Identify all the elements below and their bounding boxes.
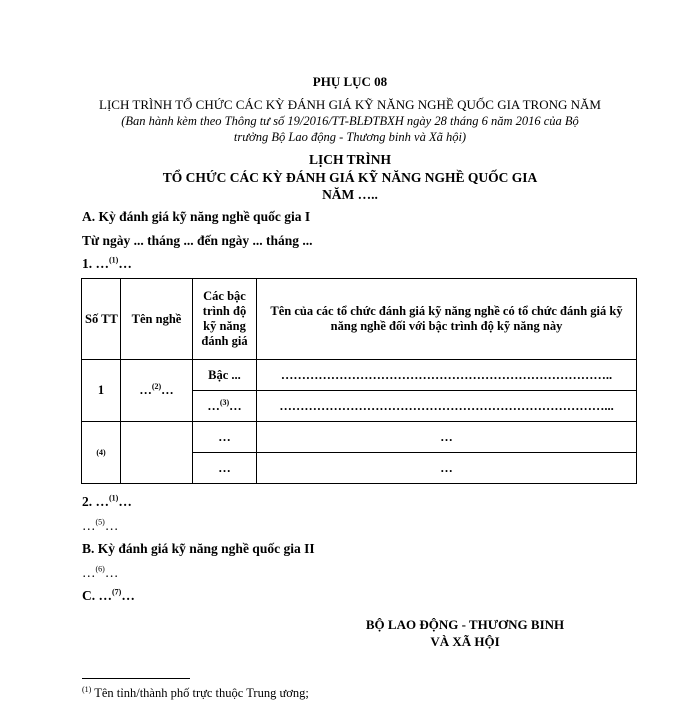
section-a-date-range: Từ ngày ... tháng ... đến ngày ... tháng ... <box>82 233 313 248</box>
schedule-subtitle: TỔ CHỨC CÁC KỲ ĐÁNH GIÁ KỸ NĂNG NGHỀ QUỐC GIA <box>162 170 538 185</box>
table-row <box>82 360 637 391</box>
signature-line-2: VÀ XÃ HỘI <box>430 634 500 649</box>
row-1-level-b-suffix: … <box>229 398 242 413</box>
footnote-ref-5: (5) <box>95 517 105 527</box>
row-2-level-a: … <box>193 422 257 453</box>
schedule-year: NĂM ….. <box>322 187 378 202</box>
appendix-title: PHỤ LỤC 08 <box>312 74 388 89</box>
footnote-ref-3: (3) <box>219 397 230 407</box>
note-6 <box>82 565 118 581</box>
row-1-stt: 1 <box>82 360 121 422</box>
item-2-suffix: … <box>118 494 132 509</box>
note-5-prefix: … <box>82 518 96 533</box>
section-c <box>82 588 135 604</box>
schedule-table <box>81 278 637 484</box>
table-row <box>82 422 637 453</box>
row-2-stt: (4) <box>82 422 121 484</box>
footnote-ref-6: (6) <box>95 564 105 574</box>
header-occupation: Tên nghề <box>121 279 193 360</box>
row-2-org-b: … <box>257 453 637 484</box>
footnote-divider <box>82 678 190 679</box>
item-2-prefix: 2. … <box>82 494 109 509</box>
section-a-item-1 <box>82 256 132 272</box>
row-2-org-a: … <box>257 422 637 453</box>
row-1-org-b: ……………………………………………………………………... <box>257 391 637 422</box>
row-1-level-a: Bậc ... <box>193 360 257 391</box>
row-2-occupation <box>121 422 193 484</box>
issued-note-line-2: trưởng Bộ Lao động - Thương binh và Xã hội) <box>233 130 467 144</box>
note-5-suffix: … <box>104 518 119 533</box>
row-1-level-b-prefix: … <box>207 398 220 413</box>
row-1-occupation <box>121 360 193 422</box>
footnote-ref-2: (2) <box>151 381 162 391</box>
item-1-suffix: … <box>118 256 132 271</box>
footnote-ref-7: (7) <box>112 587 122 597</box>
row-1-level-b <box>193 391 257 422</box>
issued-note-line-1: (Ban hành kèm theo Thông tư số 19/2016/TT-BLĐTBXH ngày 28 tháng 6 năm 2016 của Bộ <box>121 114 579 128</box>
table-header-row <box>82 279 637 360</box>
row-1-org-a: …………………………………………………………………….. <box>257 360 637 391</box>
section-b-heading: B. Kỳ đánh giá kỹ năng nghề quốc gia II <box>82 541 315 556</box>
signature-line-1: BỘ LAO ĐỘNG - THƯƠNG BINH <box>365 617 565 632</box>
row-2-level-b: … <box>193 453 257 484</box>
row-1-occupation-suffix: … <box>161 383 174 397</box>
schedule-title: LỊCH TRÌNH <box>309 152 391 167</box>
header-stt: Số TT <box>82 279 121 360</box>
footnote-ref-1: (1) <box>109 255 119 265</box>
section-a-heading: A. Kỳ đánh giá kỹ năng nghề quốc gia I <box>82 209 311 224</box>
item-1-prefix: 1. … <box>82 256 109 271</box>
row-1-occupation-prefix: … <box>139 383 152 397</box>
header-organizations: Tên của các tổ chức đánh giá kỹ năng nghề có tổ chức đánh giá kỹ năng nghề đối với bậc trình độ kỹ năng này <box>257 279 637 360</box>
note-6-suffix: … <box>104 565 119 580</box>
note-6-prefix: … <box>82 565 96 580</box>
item-2 <box>82 494 132 510</box>
footnote-1-text: Tên tỉnh/thành phố trực thuộc Trung ương; <box>91 686 309 700</box>
section-c-suffix: … <box>121 588 135 603</box>
footnote-1 <box>82 686 309 701</box>
section-c-prefix: C. … <box>82 588 112 603</box>
footnote-ref-1b: (1) <box>109 493 119 503</box>
note-5 <box>82 518 118 534</box>
footnote-1-marker: (1) <box>82 684 92 694</box>
header-skill-levels: Các bậc trình độ kỹ năng đánh giá <box>193 279 257 360</box>
document-title: LỊCH TRÌNH TỔ CHỨC CÁC KỲ ĐÁNH GIÁ KỸ NĂNG NGHỀ QUỐC GIA TRONG NĂM <box>99 97 601 112</box>
